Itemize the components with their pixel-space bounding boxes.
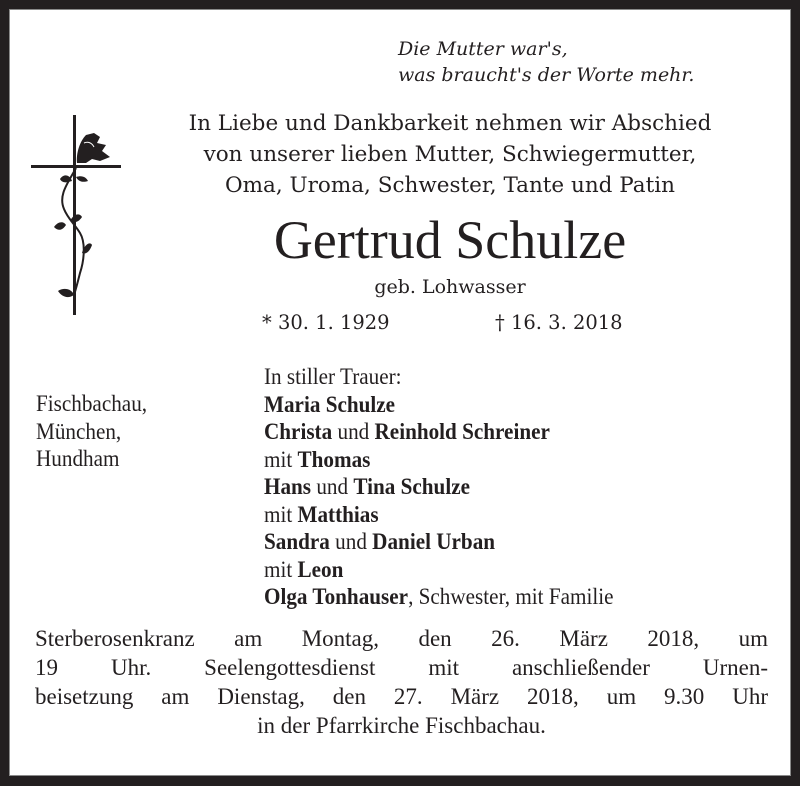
mourner-name: Leon [297, 556, 344, 582]
mourner-connector: mit [264, 501, 298, 527]
mourner-name: Christa [264, 419, 333, 444]
mourner-line [264, 528, 613, 556]
intro-line: In Liebe und Dankbarkeit nehmen wir Abschied [188, 111, 712, 136]
service-line: 19 Uhr. Seelengottesdienst mit anschließender Urnen- [35, 655, 768, 680]
mourner-name: Thomas [297, 446, 371, 472]
places-list [36, 390, 147, 473]
mourner-line [264, 556, 613, 584]
place-item: München, [36, 418, 122, 444]
motto-quote [398, 36, 768, 88]
intro-line: von unserer lieben Mutter, Schwiegermutter, [203, 142, 697, 167]
mourner-line [264, 418, 613, 446]
service-line: Sterberosenkranz am Montag, den 26. März 2018, um [35, 626, 768, 651]
mourner-name: Hans [264, 474, 312, 499]
mourner-connector: und [329, 529, 373, 554]
mourner-line [264, 391, 613, 419]
mourner-name: Maria Schulze [264, 391, 396, 417]
mourner-line [264, 446, 613, 474]
mourners-list [264, 363, 613, 611]
mourner-connector: mit [264, 556, 298, 582]
service-line: beisetzung am Dienstag, den 27. März 2018, um 9.30 Uhr [35, 684, 768, 709]
mourner-connector: mit [264, 446, 298, 472]
mourner-name: Daniel Urban [372, 529, 496, 554]
mourner-rows [264, 391, 613, 611]
service-info [35, 624, 768, 740]
mourner-line [264, 583, 613, 611]
motto-line: was braucht's der Worte mehr. [398, 64, 695, 86]
place-item: Fischbachau, [36, 391, 148, 416]
service-line: in der Pfarrkirche Fischbachau. [257, 713, 546, 738]
intro-text [120, 108, 780, 201]
mourner-connector: , Schwester, mit Familie [408, 584, 614, 609]
mourner-name: Olga Tonhauser [264, 584, 409, 609]
mourners-heading: In stiller Trauer: [264, 364, 402, 389]
motto-line: Die Mutter war's, [398, 38, 568, 60]
birth-date: * 30. 1. 1929 [262, 311, 390, 334]
mourner-name: Reinhold Schreiner [374, 419, 550, 444]
place-item: Hundham [36, 446, 120, 471]
mourner-connector: und [311, 474, 354, 499]
death-date: † 16. 3. 2018 [495, 311, 623, 334]
mourner-line [264, 473, 613, 501]
mourner-name: Matthias [297, 501, 379, 527]
maiden-name: geb. Lohwasser [374, 276, 526, 298]
mourner-name: Tina Schulze [353, 474, 470, 499]
intro-line: Oma, Uroma, Schwester, Tante und Patin [225, 173, 675, 198]
mourner-connector: und [332, 419, 375, 444]
mourner-line [264, 501, 613, 529]
deceased-name: Gertrud Schulze [273, 210, 627, 270]
mourner-name: Sandra [264, 529, 330, 554]
cross-with-rose-icon [24, 113, 124, 318]
